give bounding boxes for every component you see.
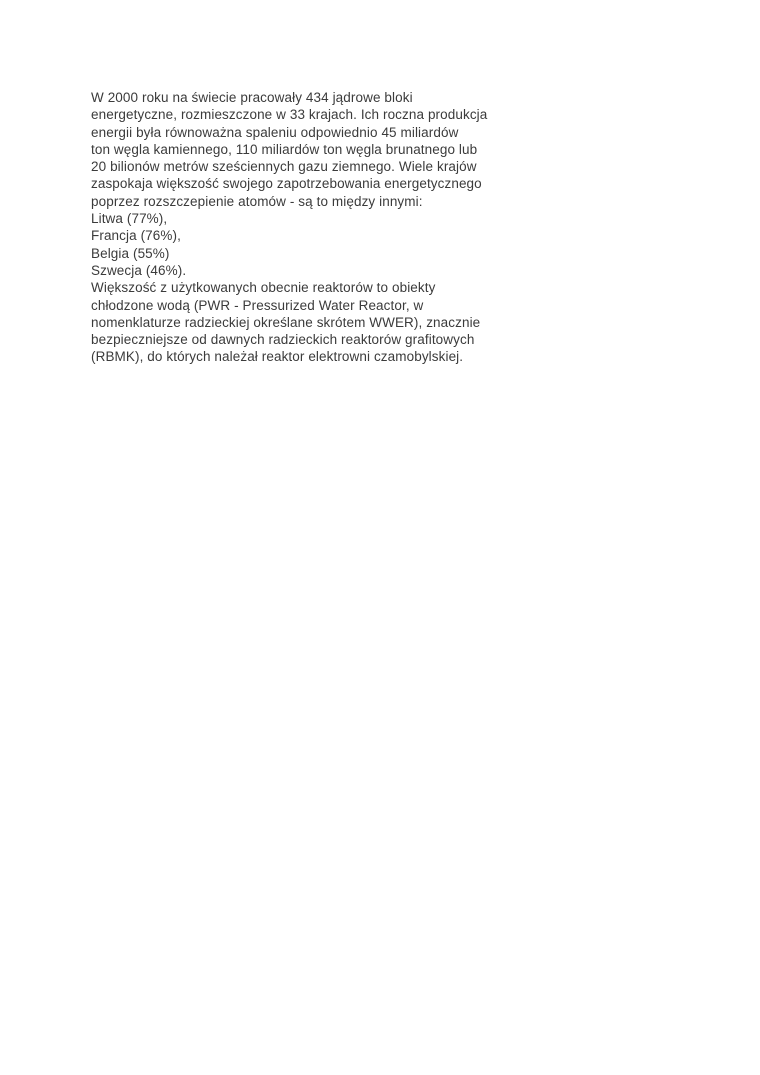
- text-line-country-litwa: Litwa (77%),: [91, 211, 168, 227]
- text-line: ton węgla kamiennego, 110 miliardów ton węgla brunatnego lub: [91, 141, 478, 157]
- text-line: (RBMK), do których należał reaktor elektrowni czamobylskiej.: [91, 349, 464, 365]
- text-line-country-belgia: Belgia (55%): [91, 245, 170, 261]
- text-line: Większość z użytkowanych obecnie reaktorów to obiekty: [91, 280, 436, 296]
- text-line: nomenklaturze radzieckiej określane skrótem WWER), znacznie: [91, 314, 481, 330]
- text-line: energetyczne, rozmieszczone w 33 krajach. Ich roczna produkcja: [91, 107, 488, 123]
- paragraph-block: [91, 89, 491, 366]
- text-line: zaspokaja większość swojego zapotrzebowania energetycznego: [91, 176, 482, 192]
- text-line: bezpieczniejsze od dawnych radzieckich reaktorów grafitowych: [91, 332, 475, 348]
- text-line-country-francja: Francja (76%),: [91, 228, 181, 244]
- text-line: energii była równoważna spaleniu odpowiednio 45 miliardów: [91, 124, 459, 140]
- text-line-country-szwecja: Szwecja (46%).: [91, 262, 187, 278]
- text-line: 20 bilionów metrów sześciennych gazu ziemnego. Wiele krajów: [91, 159, 477, 175]
- text-line: W 2000 roku na świecie pracowały 434 jądrowe bloki: [91, 90, 413, 105]
- text-line: chłodzone wodą (PWR - Pressurized Water Reactor, w: [91, 297, 424, 313]
- text-line: poprzez rozszczepienie atomów - są to między innymi:: [91, 193, 423, 209]
